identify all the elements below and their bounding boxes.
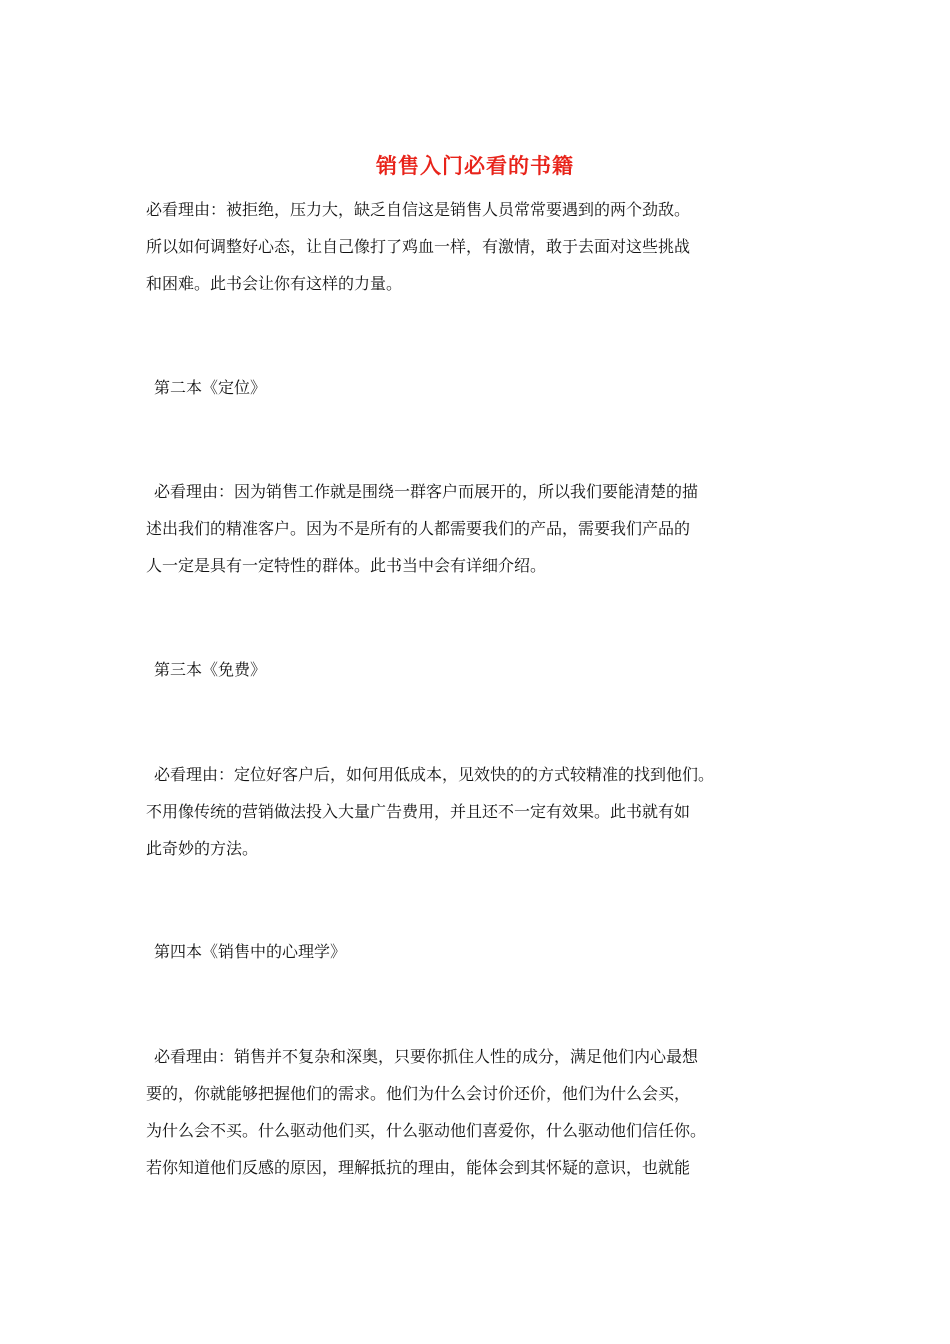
paragraph-4-line-3: 为什么会不买。什么驱动他们买，什么驱动他们喜爱你，什么驱动他们信任你。	[146, 1121, 707, 1140]
paragraph-4-line-4: 若你知道他们反感的原因，理解抵抗的理由，能体会到其怀疑的意识，也就能	[146, 1158, 691, 1177]
document-title: 销售入门必看的书籍	[376, 154, 574, 178]
book-heading-3: 第三本《免费》	[154, 660, 267, 679]
paragraph-2-line-2: 述出我们的精准客户。因为不是所有的人都需要我们的产品，需要我们产品的	[146, 519, 691, 538]
paragraph-1-line-1: 必看理由：被拒绝，压力大，缺乏自信这是销售人员常常要遇到的两个劲敌。	[146, 200, 691, 219]
paragraph-1-line-3: 和困难。此书会让你有这样的力量。	[146, 274, 403, 293]
paragraph-3-line-3: 此奇妙的方法。	[146, 839, 259, 858]
book-heading-4: 第四本《销售中的心理学》	[154, 942, 347, 961]
book-heading-2: 第二本《定位》	[154, 378, 267, 397]
paragraph-1-line-2: 所以如何调整好心态，让自己像打了鸡血一样，有激情，敢于去面对这些挑战	[146, 237, 691, 256]
paragraph-4-line-2: 要的，你就能够把握他们的需求。他们为什么会讨价还价，他们为什么会买，	[146, 1084, 691, 1103]
paragraph-2-line-1: 必看理由：因为销售工作就是围绕一群客户而展开的，所以我们要能清楚的描	[154, 482, 699, 501]
paragraph-2-line-3: 人一定是具有一定特性的群体。此书当中会有详细介绍。	[146, 556, 547, 575]
paragraph-4-line-1: 必看理由：销售并不复杂和深奥，只要你抓住人性的成分，满足他们内心最想	[154, 1047, 699, 1066]
paragraph-3-line-1: 必看理由：定位好客户后，如何用低成本，见效快的的方式较精准的找到他们。	[154, 765, 715, 784]
paragraph-3-line-2: 不用像传统的营销做法投入大量广告费用，并且还不一定有效果。此书就有如	[146, 802, 691, 821]
